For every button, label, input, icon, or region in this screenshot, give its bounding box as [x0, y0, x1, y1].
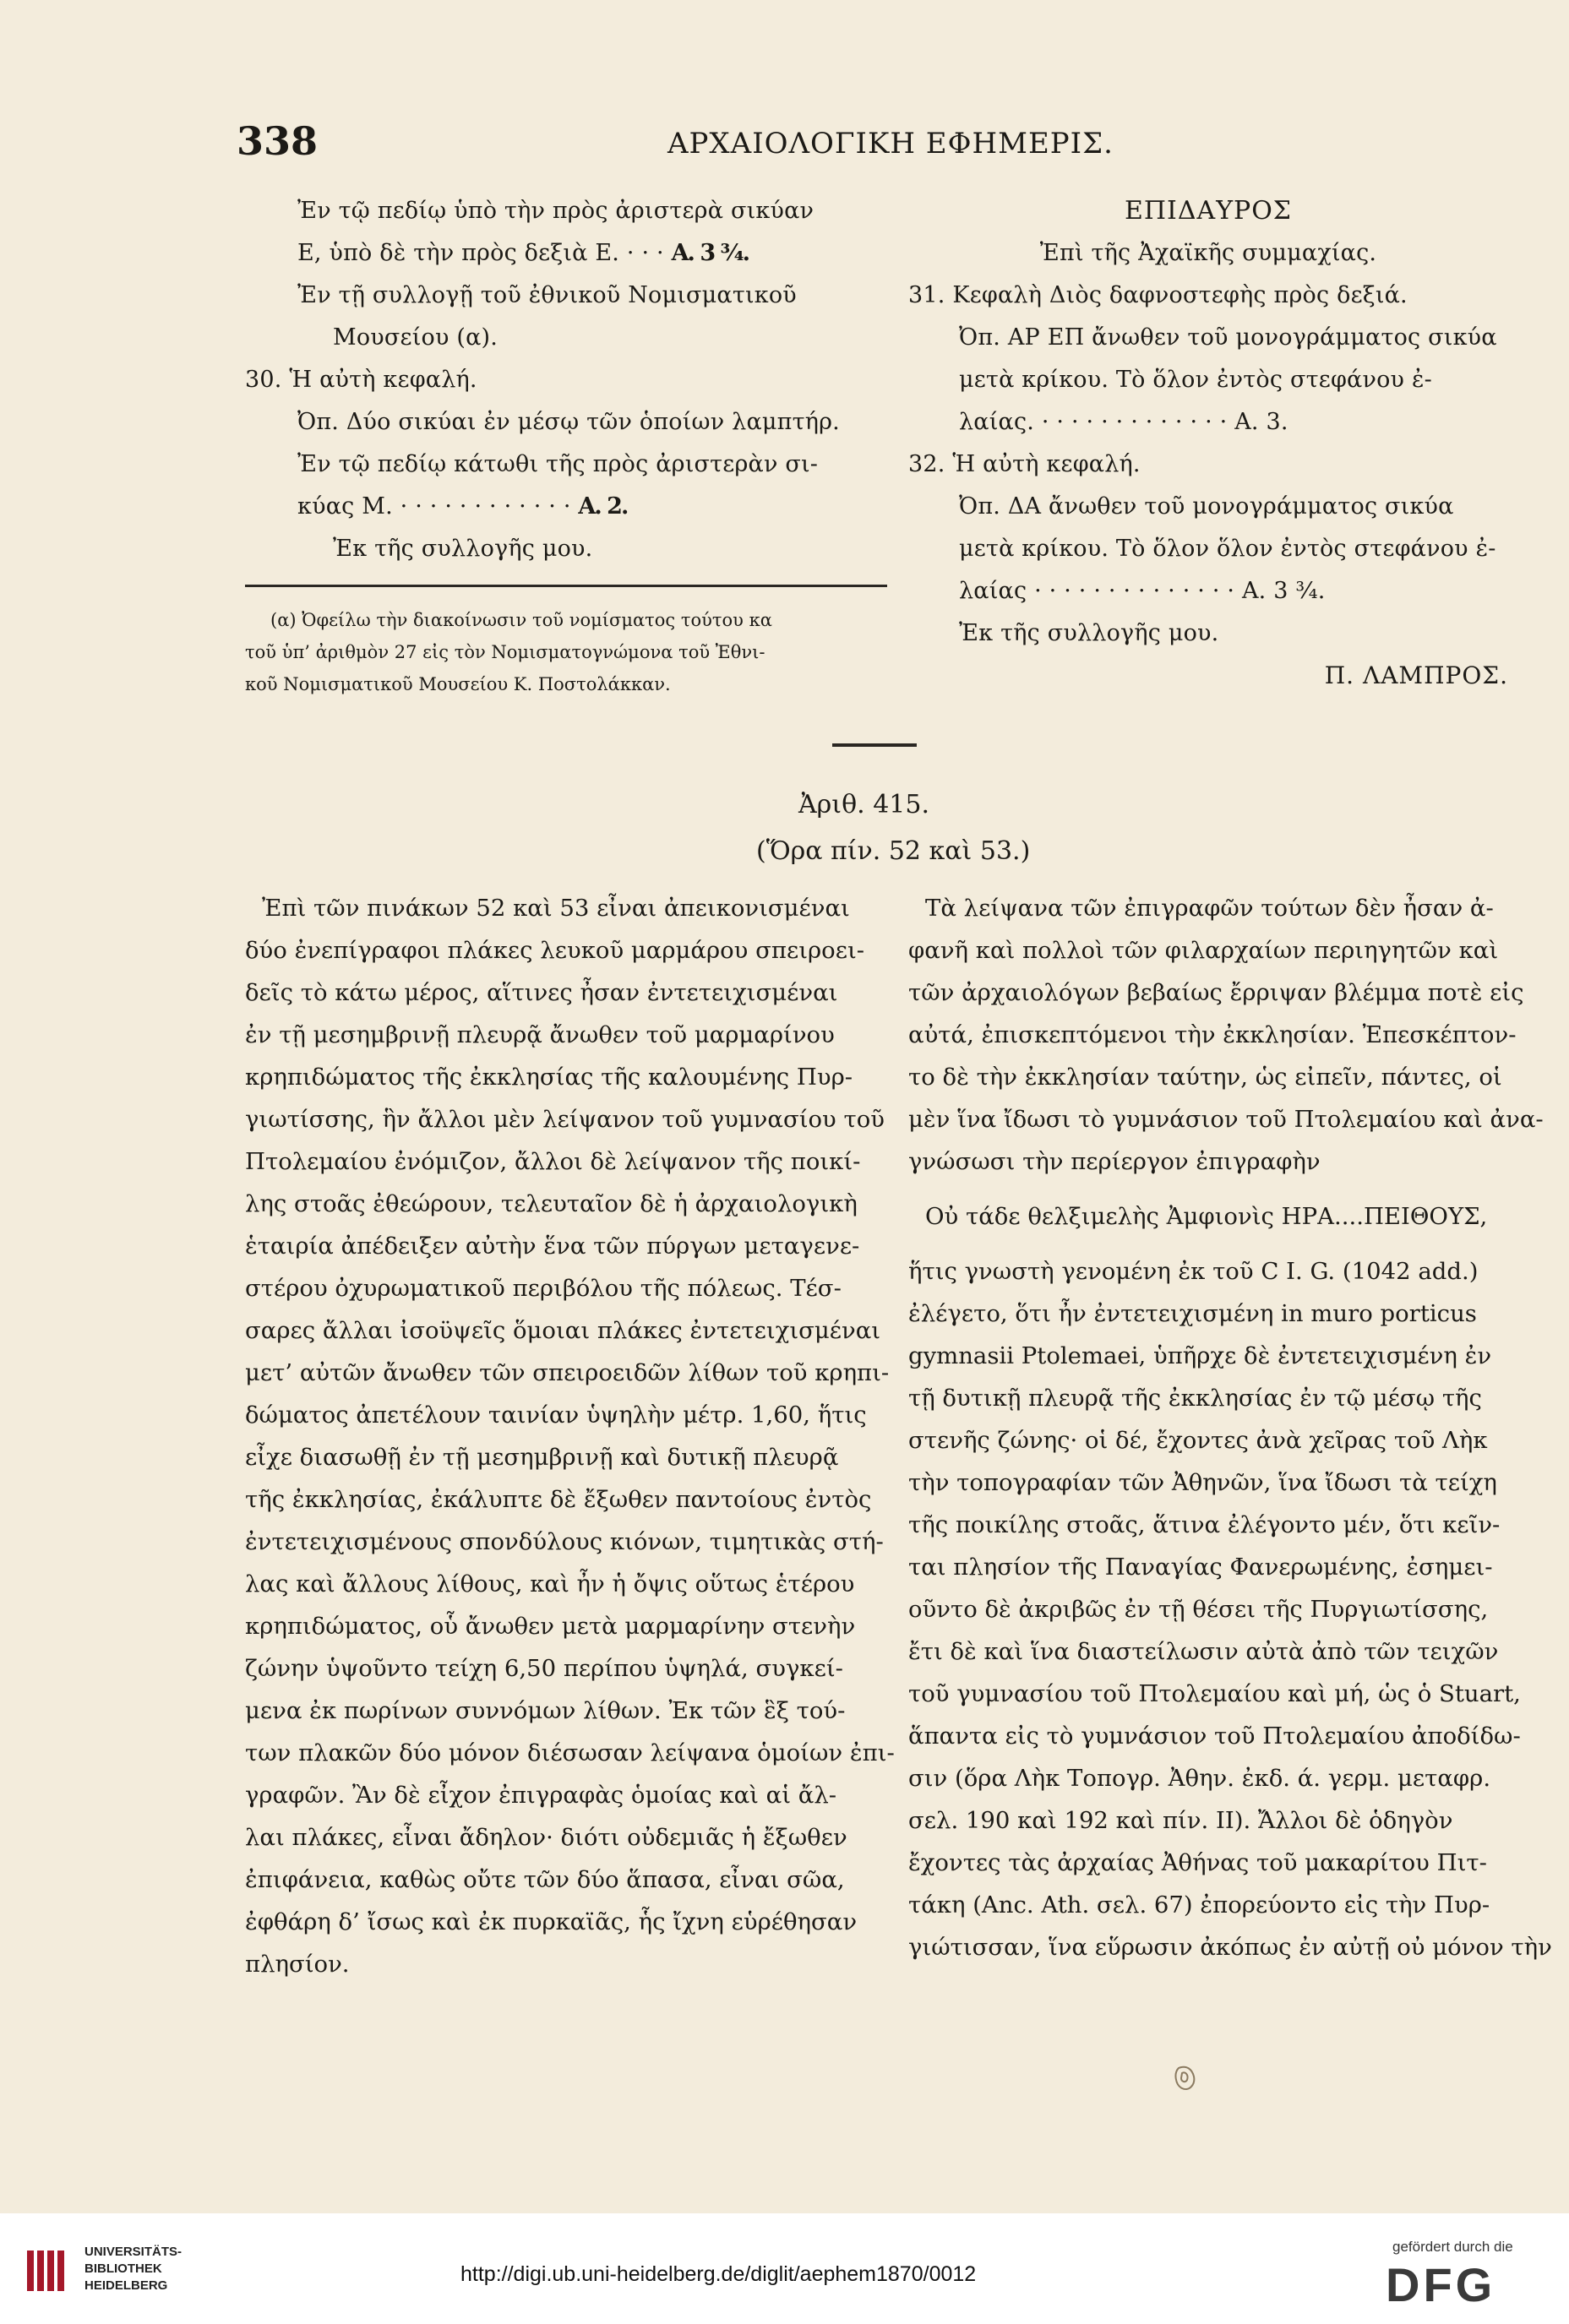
text-line: λαι πλάκες, εἶναι ἄδηλον· διότι οὐδεμιᾶς ἡ ἔξωθεν	[245, 1824, 847, 1851]
text-line: το δὲ τὴν ἐκκλησίαν ταύτην, ὡς εἰπεῖν, πάντες, οἱ	[908, 1064, 1502, 1091]
text-line: κύας Μ. · · · · · · · · · · · · Α. 2.	[297, 493, 628, 520]
text-line: Ὀπ. ΑΡ ΕΠ ἄνωθεν τοῦ μονογράμματος σικύα	[959, 324, 1497, 351]
text-line: σιν (ὅρα Λὴκ Τοπογρ. Ἀθην. ἐκδ. ά. γερμ. μεταφρ.	[908, 1765, 1491, 1792]
body-text-left	[245, 887, 895, 1985]
text-line: Ε, ὑπὸ δὲ τὴν πρὸς δεξιὰ Ε. · · · Α. 3 ¾.	[297, 240, 749, 266]
text-line: ἐπιφάνεια, καθὼς οὔτε τῶν δύο ἅπασα, εἶναι σῶα,	[245, 1866, 845, 1893]
text-line: τῇ δυτικῇ πλευρᾷ τῆς ἐκκλησίας ἐν τῷ μέσῳ τῆς	[908, 1385, 1482, 1412]
text-line: εἶχε διασωθῇ ἐν τῇ μεσημβρινῇ καὶ δυτικῇ πλευρᾷ	[245, 1444, 839, 1471]
body-text-right	[908, 887, 1552, 1968]
footnote	[245, 604, 887, 700]
funding-note: gefördert durch die	[1392, 2239, 1513, 2255]
footnote-line: τοῦ ὑπ’ ἀριθμὸν 27 εἰς τὸν Νομισματογνώμονα τοῦ Ἐθνι-	[245, 642, 765, 662]
section-heading: ΕΠΙΔΑΥΡΟΣ	[1124, 196, 1293, 226]
section-divider	[832, 743, 917, 747]
text-line: πλησίον.	[245, 1951, 350, 1978]
text-line: φανῆ καὶ πολλοὶ τῶν φιλαρχαίων περιηγητῶν καὶ	[908, 937, 1499, 964]
text-line: τὴν τοπογραφίαν τῶν Ἀθηνῶν, ἵνα ἴδωσι τὰ τείχη	[908, 1469, 1497, 1496]
university-library-logo-icon	[24, 2245, 70, 2296]
text-line: Τὰ λείψανα τῶν ἐπιγραφῶν τούτων δὲν ἦσαν ἀ-	[925, 895, 1494, 922]
footnote-line: (α) Ὀφείλω τὴν διακοίνωσιν τοῦ νομίσματος τούτου κα	[270, 610, 772, 630]
library-name	[84, 2244, 182, 2294]
text-line: δώματος ἀπετέλουν ταινίαν ὑψηλὴν μέτρ. 1,60, ἥτις	[245, 1401, 867, 1429]
coin-descriptions-left	[245, 190, 887, 570]
text-line: γραφῶν. Ἂν δὲ εἶχον ἐπιγραφὰς ὁμοίας καὶ αἱ ἄλ-	[245, 1782, 837, 1809]
plate-reference: (Ὅρα πίν. 52 καὶ 53.)	[756, 836, 1031, 866]
text-line: Ἐν τῷ πεδίῳ ὑπὸ τὴν πρὸς ἀριστερὰ σικύαν	[297, 198, 814, 224]
text-line: ἐλέγετο, ὅτι ἦν ἐντετειχισμένη in muro porticus	[908, 1300, 1477, 1327]
text-line: ἐντετειχισμένους σπονδύλους κιόνων, τιμητικὰς στή-	[245, 1528, 884, 1555]
text-line: Μουσείου (α).	[333, 324, 498, 351]
entry-heading: 31. Κεφαλὴ Διὸς δαφνοστεφὴς πρὸς δεξιά.	[908, 282, 1408, 308]
dfg-logo-text: DFG	[1386, 2258, 1496, 2311]
text-line: Ἐπὶ τῶν πινάκων 52 καὶ 53 εἶναι ἀπεικονισμέναι	[262, 895, 850, 922]
text-line: ἔχοντες τὰς ἀρχαίας Ἀθήνας τοῦ μακαρίτου Πιτ-	[908, 1849, 1487, 1876]
text-line: στέρου ὀχυρωματικοῦ περιβόλου τῆς πόλεως. Τέσ-	[245, 1275, 842, 1302]
text-line: Ἐν τῇ συλλογῇ τοῦ ἐθνικοῦ Νομισματικοῦ	[297, 282, 797, 308]
text-line: ται πλησίον τῆς Παναγίας Φανερωμένης, ἐσημει-	[908, 1554, 1493, 1581]
text-line: δεῖς τὸ κάτω μέρος, αἵτινες ἦσαν ἐντετειχισμέναι	[245, 979, 838, 1006]
text-line: τοῦ γυμνασίου τοῦ Πτολεμαίου καὶ μή, ὡς ὁ Stuart,	[908, 1680, 1521, 1707]
text-line: Ἐν τῷ πεδίῳ κάτωθι τῆς πρὸς ἀριστερὰν σι-	[297, 451, 819, 477]
text-line: τῶν ἀρχαιολόγων βεβαίως ἔρριψαν βλέμμα ποτὲ εἰς	[908, 979, 1524, 1006]
text-line: Ὀπ. ΔΑ ἄνωθεν τοῦ μονογράμματος σικύα	[959, 493, 1454, 520]
text-line: μενα ἐκ πωρίνων συννόμων λίθων. Ἐκ τῶν ἓξ τού-	[245, 1697, 846, 1724]
mint-mark: Α. 2.	[578, 493, 628, 520]
text-line: κρηπιδώματος τῆς ἐκκλησίας τῆς καλουμένης Πυρ-	[245, 1064, 853, 1091]
text-line: γιώτισσαν, ἵνα εὕρωσιν ἀκόπως ἐν αὐτῇ οὐ μόνον τὴν	[908, 1934, 1552, 1961]
text-line: λαίας · · · · · · · · · · · · · · Α. 3 ¾.	[959, 578, 1326, 604]
ink-stain	[1170, 2061, 1201, 2093]
text-line: τῆς ἐκκλησίας, ἐκάλυπτε δὲ ἔξωθεν παντοίους ἐντὸς	[245, 1486, 872, 1513]
digitization-footer	[0, 2213, 1569, 2324]
text-line: ἐφθάρη δ’ ἴσως καὶ ἐκ πυρκαϊᾶς, ἧς ἴχνη εὑρέθησαν	[245, 1908, 858, 1935]
dfg-logo	[1386, 2260, 1550, 2310]
text-line: οῦντο δὲ ἀκριβῶς ἐν τῇ θέσει τῆς Πυργιωτίσσης,	[908, 1596, 1489, 1623]
text-line: ζώνην ὑψοῦντο τείχη 6,50 περίπου ὑψηλά, συγκεί-	[245, 1655, 843, 1682]
text-line: δύο ἐνεπίγραφοι πλάκες λευκοῦ μαρμάρου σπειροει-	[245, 937, 865, 964]
library-name-line: UNIVERSITÄTS-	[84, 2245, 183, 2259]
text-line: μετ’ αὐτῶν ἄνωθεν τῶν σπειροειδῶν λίθων τοῦ κρηπι-	[245, 1359, 890, 1386]
page-number: 338	[237, 118, 319, 164]
text-line: σελ. 190 καὶ 192 καὶ πίν. ΙΙ). Ἄλλοι δὲ ὁδηγὸν	[908, 1807, 1453, 1834]
entry-heading: 32. Ἡ αὐτὴ κεφαλή.	[908, 451, 1141, 477]
text-line: των πλακῶν δύο μόνον διέσωσαν λείψανα ὁμοίων ἐπι-	[245, 1739, 895, 1766]
text-line: gymnasii Ptolemaei, ὑπῆρχε δὲ ἐντετειχισμένη ἐν	[908, 1342, 1492, 1369]
mint-mark: Α. 3 ¾.	[671, 240, 749, 266]
text-line: ἔτι δὲ καὶ ἵνα διαστείλωσιν αὐτὰ ἀπὸ τῶν τειχῶν	[908, 1638, 1499, 1665]
text-line: λαίας. · · · · · · · · · · · · · Α. 3.	[959, 409, 1288, 435]
section-subheading: Ἐπὶ τῆς Ἀχαϊκῆς συμμαχίας.	[1039, 240, 1377, 266]
text-line: ἐν τῇ μεσημβρινῇ πλευρᾷ ἄνωθεν τοῦ μαρμαρίνου	[245, 1021, 835, 1048]
text-line: τάκη (Anc. Ath. σελ. 67) ἐπορεύοντο εἰς τὴν Πυρ-	[908, 1891, 1490, 1919]
entry-heading: 30. Ἡ αὐτὴ κεφαλή.	[245, 367, 477, 393]
text-line: μὲν ἵνα ἴδωσι τὸ γυμνάσιον τοῦ Πτολεμαίου καὶ ἀνα-	[908, 1106, 1544, 1133]
text-line: Ἐκ τῆς συλλογῆς μου.	[959, 620, 1219, 646]
text-line: στενῆς ζώνης· οἱ δέ, ἔχοντες ἀνὰ χεῖρας τοῦ Λὴκ	[908, 1427, 1488, 1454]
coin-descriptions-right	[908, 190, 1508, 697]
text-line: γιωτίσσης, ἣν ἄλλοι μὲν λείψανον τοῦ γυμνασίου τοῦ	[245, 1106, 885, 1133]
inscription-quote: Οὐ τάδε θελξιμελὴς Ἀμφιονὶς ΗΡΑ....ΠΕΙΘΟΥΣ,	[925, 1203, 1488, 1230]
text-line: λας καὶ ἄλλους λίθους, καὶ ἦν ἡ ὄψις οὕτως ἑτέρου	[245, 1570, 855, 1597]
text-line: ἅπαντα εἰς τὸ γυμνάσιον τοῦ Πτολεμαίου ἀποδίδω-	[908, 1723, 1521, 1750]
text-line: ἥτις γνωστὴ γενομένη ἐκ τοῦ C I. G. (1042 add.)	[908, 1258, 1479, 1285]
text-line: Ὀπ. Δύο σικύαι ἐν μέσῳ τῶν ὁποίων λαμπτήρ.	[297, 409, 840, 435]
text-line: μετὰ κρίκου. Τὸ ὅλον ἐντὸς στεφάνου ἐ-	[959, 367, 1432, 393]
footnote-divider	[245, 585, 887, 587]
text-line: Ἐκ τῆς συλλογῆς μου.	[333, 536, 593, 562]
text-line: μετὰ κρίκου. Τὸ ὅλον ὅλον ἐντὸς στεφάνου ἐ-	[959, 536, 1496, 562]
text-line: αὐτά, ἐπισκεπτόμενοι τὴν ἐκκλησίαν. Ἐπεσκέπτον-	[908, 1021, 1517, 1048]
text-line: λης στοᾶς ἐθεώρουν, τελευταῖον δὲ ἡ ἀρχαιολογικὴ	[245, 1190, 858, 1217]
footnote-line: κοῦ Νομισματικοῦ Μουσείου Κ. Ποστολάκκαν.	[245, 674, 671, 694]
library-name-line: HEIDELBERG	[84, 2278, 168, 2293]
permalink[interactable]: http://digi.ub.uni-heidelberg.de/diglit/aephem1870/0012	[460, 2262, 977, 2286]
article-number: Ἀριθ. 415.	[798, 790, 929, 819]
text-line: κρηπιδώματος, οὗ ἄνωθεν μετὰ μαρμαρίνην στενὴν	[245, 1613, 856, 1640]
author-signature: Π. ΛΑΜΠΡΟΣ.	[1324, 661, 1508, 689]
text-line: γνώσωσι τὴν περίεργον ἐπιγραφὴν	[908, 1148, 1321, 1175]
text-line: Πτολεμαίου ἐνόμιζον, ἄλλοι δὲ λείψανον τῆς ποικί-	[245, 1148, 861, 1175]
text-line: τῆς ποικίλης στοᾶς, ἅτινα ἐλέγοντο μέν, ὅτι κεῖν-	[908, 1511, 1501, 1538]
running-title: ΑΡΧΑΙΟΛΟΓΙΚΗ ΕΦΗΜΕΡΙΣ.	[667, 127, 1114, 161]
text-line: ἑταιρία ἀπέδειξεν αὐτὴν ἕνα τῶν πύργων μεταγενε-	[245, 1233, 860, 1260]
library-name-line: BIBLIOTHEK	[84, 2261, 162, 2276]
text-line: σαρες ἄλλαι ἰσοϋψεῖς ὅμοιαι πλάκες ἐντετειχισμέναι	[245, 1317, 881, 1344]
